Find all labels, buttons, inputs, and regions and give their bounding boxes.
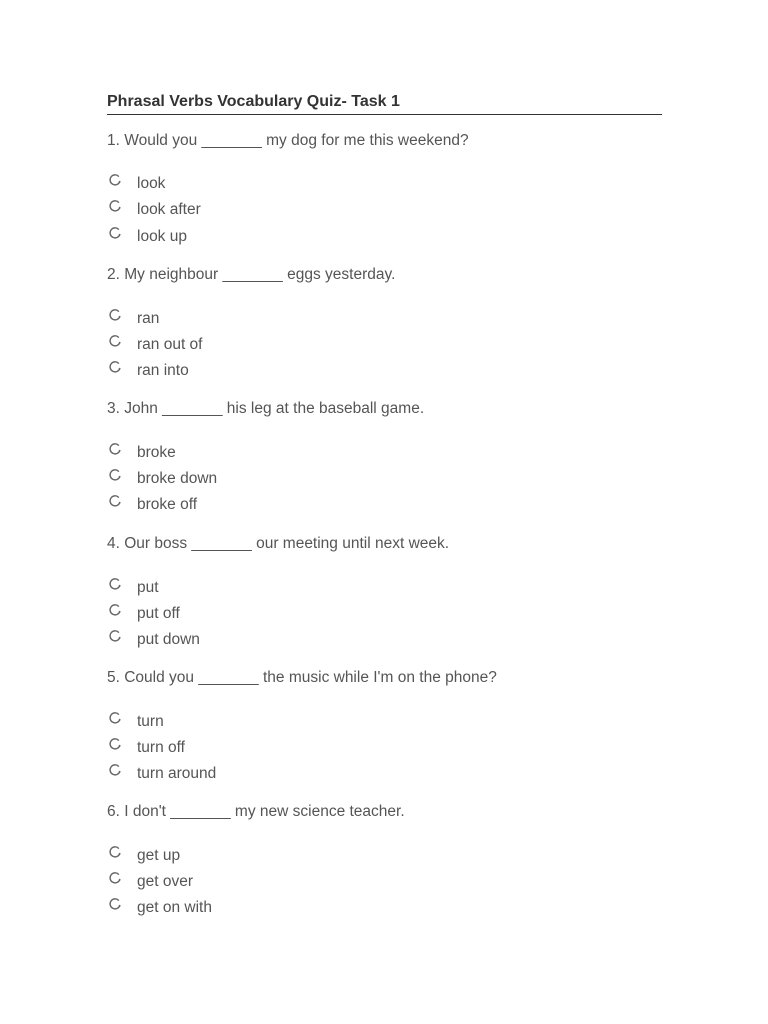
question-6: 6. I don't _______ my new science teacher.: [107, 803, 405, 820]
question-2: 2. My neighbour _______ eggs yesterday.: [107, 266, 396, 283]
option-label: broke off: [137, 496, 198, 513]
question-5: 5. Could you _______ the music while I'm on the phone?: [107, 669, 497, 686]
radio-button-icon[interactable]: [108, 577, 122, 591]
radio-button-icon[interactable]: [108, 226, 122, 240]
radio-button-icon[interactable]: [108, 442, 122, 456]
radio-button-icon[interactable]: [108, 711, 122, 725]
option-label: look up: [137, 228, 187, 245]
option-label: get up: [137, 847, 181, 864]
radio-button-icon[interactable]: [108, 603, 122, 617]
radio-button-icon[interactable]: [108, 308, 122, 322]
option-label: put: [137, 579, 159, 596]
option-q6-3[interactable]: [108, 899, 508, 919]
radio-button-icon[interactable]: [108, 468, 122, 482]
option-q2-1[interactable]: [108, 310, 508, 330]
radio-button-icon[interactable]: [108, 360, 122, 374]
option-q5-3[interactable]: [108, 765, 508, 785]
option-q2-3[interactable]: [108, 362, 508, 382]
question-1: 1. Would you _______ my dog for me this weekend?: [107, 132, 469, 149]
radio-button-icon[interactable]: [108, 763, 122, 777]
option-q1-1[interactable]: [108, 175, 508, 195]
option-q3-2[interactable]: [108, 470, 508, 490]
radio-button-icon[interactable]: [108, 173, 122, 187]
option-q4-2[interactable]: [108, 605, 508, 625]
option-label: look: [137, 175, 166, 192]
title-underline: [107, 92, 662, 115]
option-q4-1[interactable]: [108, 579, 508, 599]
radio-button-icon[interactable]: [108, 845, 122, 859]
question-4: 4. Our boss _______ our meeting until next week.: [107, 535, 450, 552]
option-q1-2[interactable]: [108, 201, 508, 221]
option-q1-3[interactable]: [108, 228, 508, 248]
option-label: ran out of: [137, 336, 203, 353]
option-label: broke: [137, 444, 176, 461]
option-q5-1[interactable]: [108, 713, 508, 733]
radio-button-icon[interactable]: [108, 737, 122, 751]
question-3: 3. John _______ his leg at the baseball game.: [107, 400, 425, 417]
radio-button-icon[interactable]: [108, 199, 122, 213]
radio-button-icon[interactable]: [108, 334, 122, 348]
option-q3-3[interactable]: [108, 496, 508, 516]
option-label: turn around: [137, 765, 217, 782]
option-label: ran into: [137, 362, 189, 379]
option-label: get on with: [137, 899, 212, 916]
option-q4-3[interactable]: [108, 631, 508, 651]
option-label: turn off: [137, 739, 185, 756]
option-label: look after: [137, 201, 201, 218]
radio-button-icon[interactable]: [108, 871, 122, 885]
option-label: broke down: [137, 470, 218, 487]
option-q2-2[interactable]: [108, 336, 508, 356]
option-label: put down: [137, 631, 200, 648]
radio-button-icon[interactable]: [108, 629, 122, 643]
option-label: turn: [137, 713, 164, 730]
radio-button-icon[interactable]: [108, 897, 122, 911]
option-q6-2[interactable]: [108, 873, 508, 893]
option-label: put off: [137, 605, 180, 622]
option-label: ran: [137, 310, 160, 327]
option-label: get over: [137, 873, 194, 890]
option-q6-1[interactable]: [108, 847, 508, 867]
option-q5-2[interactable]: [108, 739, 508, 759]
radio-button-icon[interactable]: [108, 494, 122, 508]
option-q3-1[interactable]: [108, 444, 508, 464]
page-title: Phrasal Verbs Vocabulary Quiz- Task 1: [107, 93, 400, 110]
